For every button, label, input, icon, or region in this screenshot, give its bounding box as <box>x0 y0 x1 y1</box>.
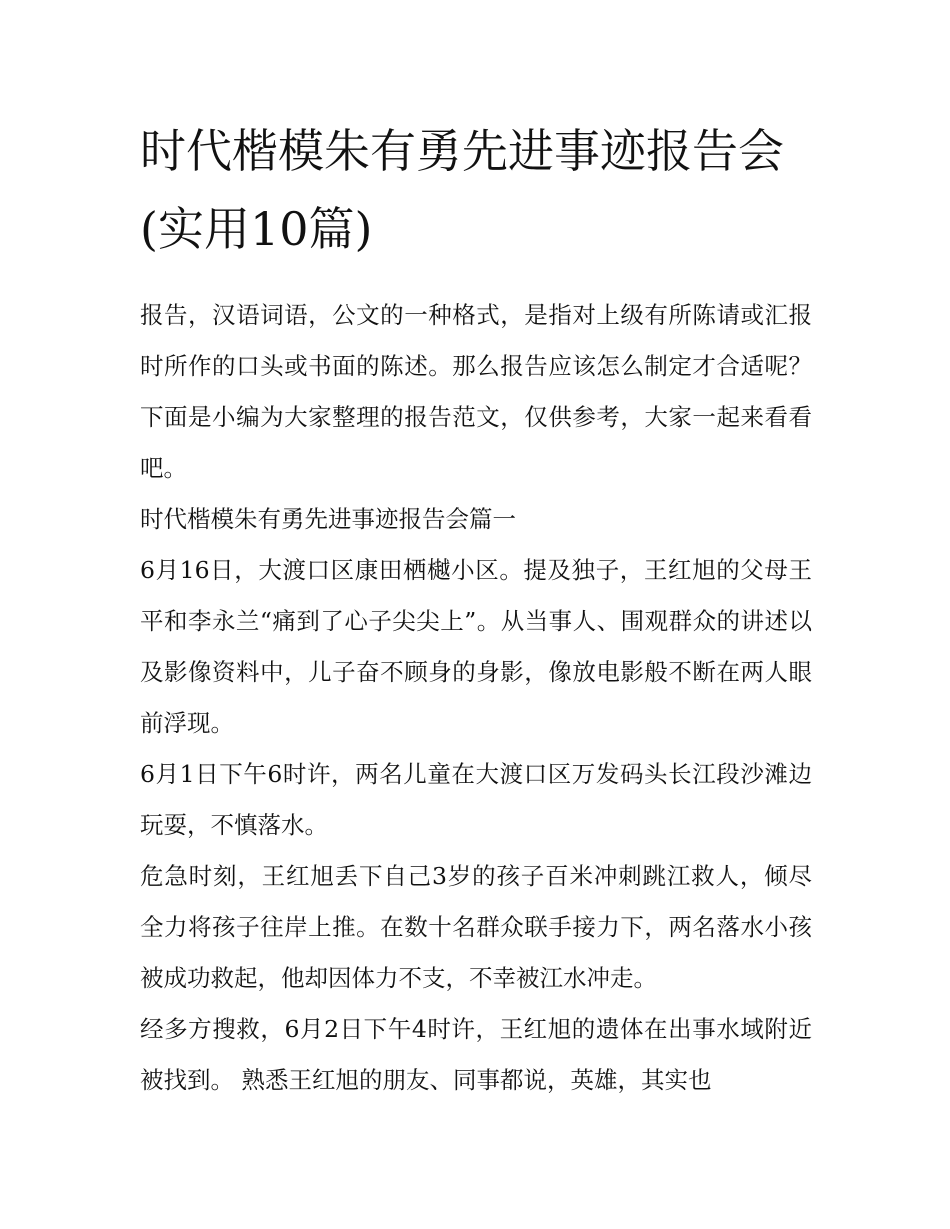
intro-paragraph: 报告，汉语词语，公文的一种格式，是指对上级有所陈请或汇报时所作的口头或书面的陈述。那么报告应该怎么制定才合适呢？下面是小编为大家整理的报告范文，仅供参考，大家一起来看看吧。 <box>140 301 812 482</box>
body-paragraph: 6月16日，大渡口区康田栖樾小区。提及独子，王红旭的父母王平和李永兰“痛到了心子尖尖上”。从当事人、围观群众的讲述以及影像资料中，儿子奋不顾身的身影，像放电影般不断在两人眼前浮现。 <box>140 556 812 737</box>
document-title: 时代楷模朱有勇先进事迹报告会(实用10篇) <box>140 124 784 256</box>
body-paragraph: 6月1日下午6时许，两名儿童在大渡口区万发码头长江段沙滩边玩耍，不慎落水。 <box>140 760 812 839</box>
body-paragraph: 经多方搜救，6月2日下午4时许，王红旭的遗体在出事水域附近被找到。 熟悉王红旭的朋友、同事都说，英雄，其实也 <box>140 1015 812 1094</box>
body-paragraph: 危急时刻，王红旭丢下自己3岁的孩子百米冲刺跳江救人，倾尽全力将孩子往岸上推。在数十名群众联手接力下，两名落水小孩被成功救起，他却因体力不支，不幸被江水冲走。 <box>140 862 812 992</box>
section-heading: 时代楷模朱有勇先进事迹报告会篇一 <box>140 505 516 533</box>
document-body <box>140 290 812 1106</box>
document-page <box>140 112 812 1106</box>
